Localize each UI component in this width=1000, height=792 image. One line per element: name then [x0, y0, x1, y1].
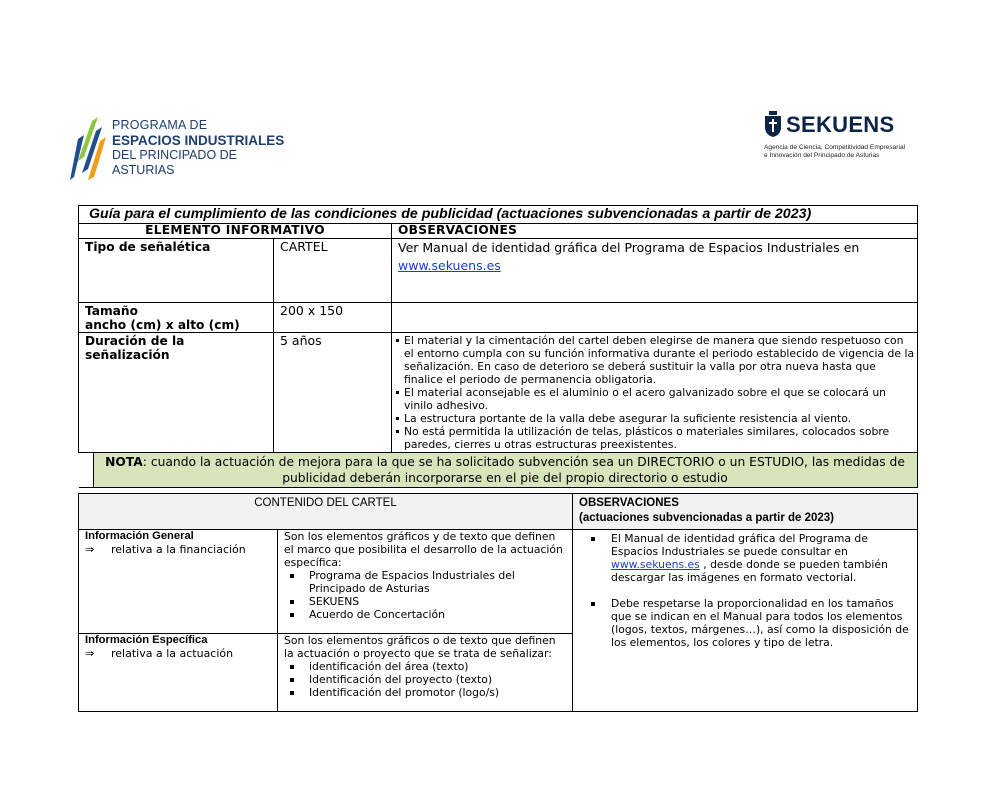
list-item: Identificación del proyecto (texto) [284, 673, 566, 686]
list-item: identificación del área (texto) [284, 660, 566, 673]
label-duracion: Duración de la señalización [79, 333, 274, 453]
observaciones-cell [573, 530, 918, 712]
sekuens-link-2[interactable]: www.sekuens.es [611, 558, 700, 571]
arrow-right-icon: ⇒ [85, 543, 95, 556]
note-label: NOTA [105, 455, 143, 469]
header-obs-line1: OBSERVACIONES [579, 497, 679, 509]
info-especifica-cell [79, 634, 278, 712]
label-tamano-line2: ancho (cm) x alto (cm) [85, 318, 240, 332]
list-item: SEKUENS [284, 595, 566, 608]
obs-tamano [392, 303, 918, 333]
sekuens-brand: SEKUENS [786, 112, 895, 137]
header-contenido-cartel: CONTENIDO DEL CARTEL [79, 494, 573, 530]
list-item: El material aconsejable es el aluminio o el acero galvanizado sobre el que se colocará un vinilo adhesivo. [396, 386, 915, 412]
stripes-logo-icon [70, 117, 110, 181]
sekuens-subtitle-line1: Agencia de Ciencia, Competitividad Empresarial [764, 144, 906, 151]
obs-tipo-text: Ver Manual de identidad gráfica del Programa de Espacios Industriales en [398, 240, 860, 255]
list-item: Acuerdo de Concertación [284, 608, 566, 621]
logo-left-line2: ESPACIOS INDUSTRIALES [112, 133, 285, 148]
sekuens-logo [764, 109, 924, 164]
obs-item-1: El Manual de identidad gráfica del Programa de Espacios Industriales se puede consultar en www.sekuens.es , desde donde se pueden también descargar las imágenes en formato vectorial. [573, 532, 917, 584]
info-general-sub: ⇒ relativa a la financiación [85, 543, 246, 556]
info-especifica-sub: ⇒ relativa a la actuación [85, 647, 234, 660]
label-tipo-senaletica: Tipo de señalética [79, 239, 274, 303]
list-item: Identificación del promotor (logo/s) [284, 686, 566, 699]
logo-left-line1: PROGRAMA DE [112, 118, 208, 132]
value-tipo-senaletica: CARTEL [274, 239, 392, 303]
contenido-cartel-table [78, 493, 918, 712]
asturias-shield-icon [764, 111, 782, 137]
note-text: : cuando la actuación de mejora para la que se ha solicitado subvención sea un DIRECTORIO o un ESTUDIO, las medidas de publicidad deberán incorporarse en el pie del propio directorio o estudio [142, 455, 905, 485]
header-elemento-informativo: ELEMENTO INFORMATIVO [79, 224, 392, 239]
sekuens-link[interactable]: www.sekuens.es [398, 258, 501, 273]
value-tamano: 200 x 150 [274, 303, 392, 333]
list-item: No está permitida la utilización de telas, plásticos o materiales similares, colocados sobre paredes, cierres u otras estructuras preexistentes. [396, 425, 915, 451]
value-duracion: 5 años [274, 333, 392, 453]
logo-left-line3: DEL PRINCIPADO DE ASTURIAS [112, 148, 238, 177]
list-item: Programa de Espacios Industriales del Principado de Asturias [284, 569, 566, 595]
info-especifica-desc: Son los elementos gráficos o de texto que definen la actuación o proyecto que se trata de señalizar: identificación del área (texto) Identificación del proyecto (texto) Identificación del promotor (logo/s) [278, 634, 573, 712]
obs-duracion [392, 333, 918, 453]
publicity-guide-table [78, 205, 918, 488]
guide-title: Guía para el cumplimiento de las condiciones de publicidad (actuaciones subvencionadas a partir de 2023) [79, 206, 918, 224]
obs-tipo-senaletica [392, 239, 918, 303]
arrow-right-icon: ⇒ [85, 647, 95, 660]
info-general-cell [79, 530, 278, 634]
sekuens-subtitle [764, 144, 905, 160]
sekuens-subtitle-line2: e Innovación del Principado de Asturias [764, 152, 880, 159]
note-wrapper [79, 453, 918, 488]
info-especifica-title: Información Específica [85, 634, 208, 646]
obs-item-2: Debe respetarse la proporcionalidad en los tamaños que se indican en el Manual para todos los elementos (logos, textos, márgenes…), así como la disposición de los elementos, los colores y tipo de letra. [573, 597, 917, 649]
label-tamano-line1: Tamaño [85, 304, 138, 318]
label-tamano [79, 303, 274, 333]
duracion-bullet-list [396, 334, 915, 451]
general-items-list [284, 569, 566, 621]
info-general-title: Información General [85, 530, 194, 542]
list-item: El material y la cimentación del cartel deben elegirse de manera que siendo respetuoso con el entorno cumpla con su función informativa durante el periodo establecido de vigencia de la señalización. En caso de deterioro se deberá sustituir la valla por otra nueva hasta que finalice el periodo de permanencia obligatoria. [396, 334, 915, 386]
note-box [93, 453, 918, 487]
header-observaciones-2 [573, 494, 918, 530]
programa-espacios-industriales-logo [70, 117, 300, 181]
header-observaciones: OBSERVACIONES [392, 224, 918, 239]
list-item: La estructura portante de la valla debe asegurar la suficiente resistencia al viento. [396, 412, 915, 425]
info-general-desc: Son los elementos gráficos y de texto que definen el marco que posibilita el desarrollo de la actuación específica: Programa de Espacios Industriales del Principado de Asturias SEKUENS Acuerdo de Concertación [278, 530, 573, 634]
header-obs-line2: (actuaciones subvencionadas a partir de 2023) [579, 512, 835, 524]
specific-items-list [284, 660, 566, 699]
